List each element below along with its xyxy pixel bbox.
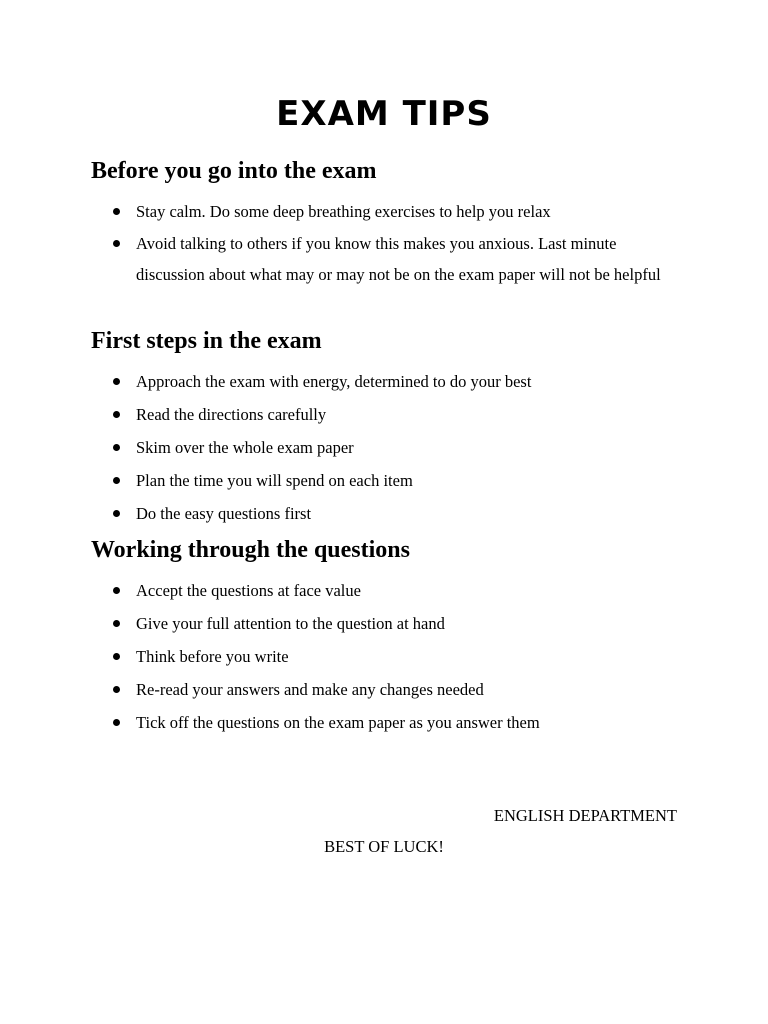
- list-item-text: Do the easy questions first: [136, 504, 312, 523]
- list-item-text: Re-read your answers and make any changes needed: [136, 680, 484, 699]
- list-item: [0, 673, 768, 706]
- list-item-text: Give your full attention to the question at hand: [136, 614, 445, 633]
- section-heading-first-steps: First steps in the exam: [91, 328, 322, 354]
- list-item: [0, 706, 768, 739]
- list-item: [0, 497, 768, 530]
- bullet-icon: [113, 653, 120, 660]
- section-heading-working-through: Working through the questions: [91, 537, 410, 563]
- bullet-icon: [113, 686, 120, 693]
- list-item-text: Avoid talking to others if you know this makes you anxious. Last minute discussion about what may or may not be on the exam paper will not be helpful: [136, 233, 661, 284]
- list-item: [0, 398, 768, 431]
- bullet-list-working-through: [0, 574, 768, 739]
- bullet-icon: [113, 510, 120, 517]
- bullet-icon: [113, 411, 120, 418]
- list-item-text: Read the directions carefully: [136, 405, 327, 424]
- list-item-text: Stay calm. Do some deep breathing exercises to help you relax: [136, 202, 551, 221]
- list-item: [0, 228, 768, 291]
- list-item: [0, 607, 768, 640]
- bullet-icon: [113, 378, 120, 385]
- list-item: [0, 574, 768, 607]
- section-heading-before-exam: Before you go into the exam: [91, 158, 377, 184]
- bullet-icon: [113, 587, 120, 594]
- closing-note: BEST OF LUCK!: [324, 837, 444, 856]
- list-item-text: Skim over the whole exam paper: [136, 438, 354, 457]
- bullet-list-before-exam: [0, 196, 768, 291]
- bullet-icon: [113, 477, 120, 484]
- department-signature: ENGLISH DEPARTMENT: [493, 806, 677, 825]
- list-item-text: Approach the exam with energy, determined to do your best: [136, 372, 532, 391]
- list-item: [0, 365, 768, 398]
- list-item-text: Accept the questions at face value: [136, 581, 361, 600]
- list-item: [0, 431, 768, 464]
- bullet-icon: [113, 208, 120, 215]
- list-item: [0, 640, 768, 673]
- bullet-icon: [113, 444, 120, 451]
- bullet-icon: [113, 240, 120, 247]
- bullet-list-first-steps: [0, 365, 768, 530]
- list-item-text: Tick off the questions on the exam paper as you answer them: [136, 713, 540, 732]
- list-item-text: Think before you write: [136, 647, 289, 666]
- bullet-icon: [113, 620, 120, 627]
- list-item-text: Plan the time you will spend on each item: [136, 471, 413, 490]
- list-item: [0, 464, 768, 497]
- bullet-icon: [113, 719, 120, 726]
- list-item: [0, 196, 768, 228]
- document-title: EXAM TIPS: [276, 94, 492, 134]
